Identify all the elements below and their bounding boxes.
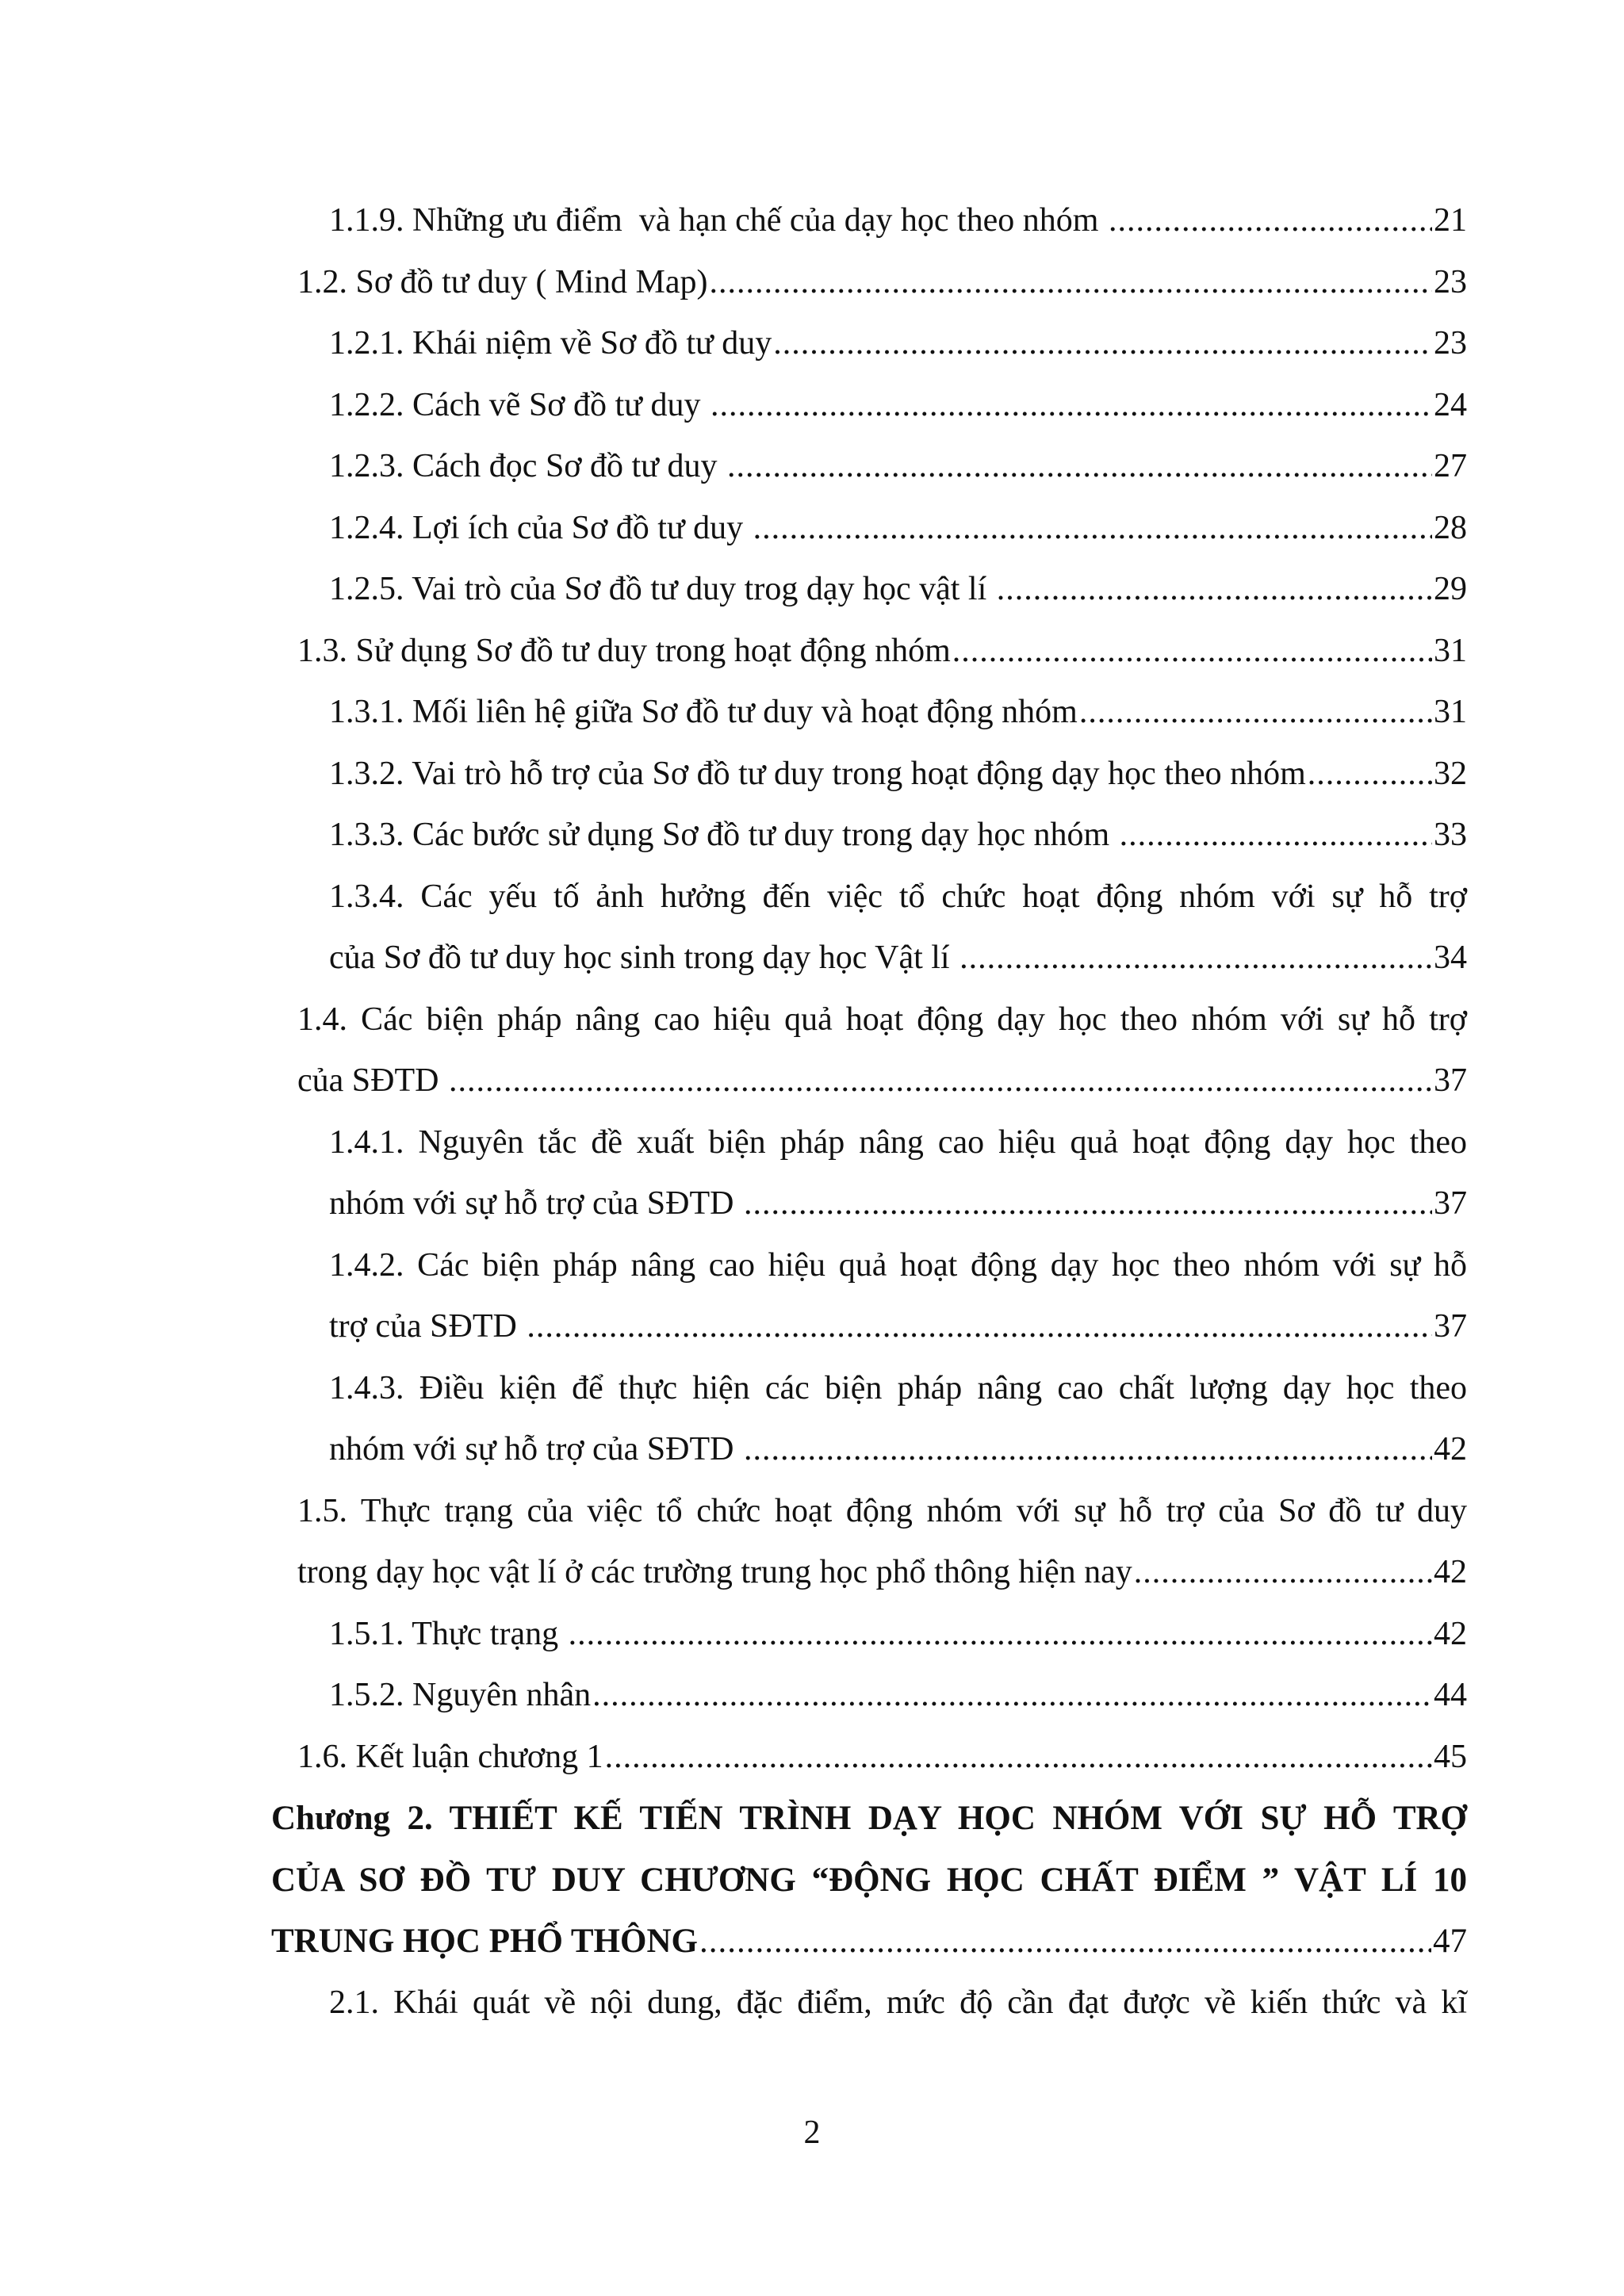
toc-page-number: 37 <box>1434 1062 1467 1099</box>
toc-leader-dots <box>727 436 1432 498</box>
toc-entry-title: nhóm với sự hỗ trợ của SĐTD <box>329 1185 742 1222</box>
toc-entry-first-line[interactable] <box>297 989 1467 1051</box>
toc-page-number: 28 <box>1434 509 1467 546</box>
toc-entry[interactable] <box>297 1050 1467 1112</box>
toc-page-number: 47 <box>1433 1923 1467 1960</box>
toc-entry-title: của SĐTD <box>297 1062 447 1099</box>
toc-page-number: 45 <box>1434 1738 1467 1775</box>
toc-leader-dots <box>709 252 1432 314</box>
table-of-contents <box>271 190 1467 2034</box>
toc-leader-dots <box>1134 1542 1432 1604</box>
toc-entry-first-line[interactable] <box>297 1112 1467 1174</box>
toc-entry[interactable] <box>297 252 1467 314</box>
toc-chapter-second-line[interactable] <box>271 1850 1467 1911</box>
toc-leader-dots <box>997 559 1432 621</box>
toc-chapter-first-line[interactable] <box>271 1788 1467 1850</box>
toc-page-number: 29 <box>1434 571 1467 607</box>
toc-entry-title: trợ của SĐTD <box>329 1308 526 1345</box>
toc-entry-title: 1.2.4. Lợi ích của Sơ đồ tư duy <box>329 509 752 546</box>
toc-page-number: 44 <box>1434 1677 1467 1713</box>
toc-entry[interactable] <box>297 1665 1467 1727</box>
toc-entry-title: 1.2. Sơ đồ tư duy ( Mind Map) <box>297 263 708 300</box>
toc-page-number: 27 <box>1434 448 1467 484</box>
toc-leader-dots <box>710 375 1432 437</box>
toc-entry-first-line[interactable] <box>297 1481 1467 1543</box>
toc-page-number: 37 <box>1434 1308 1467 1345</box>
toc-chapter-entry[interactable] <box>271 1911 1467 1973</box>
toc-entry-title: 1.2.2. Cách vẽ Sơ đồ tư duy <box>329 386 709 423</box>
toc-entry-title: nhóm với sự hỗ trợ của SĐTD <box>329 1431 742 1468</box>
toc-leader-dots <box>753 498 1432 560</box>
toc-entry-title: 1.1.9. Những ưu điểm và hạn chế của dạy học theo nhóm <box>329 202 1107 239</box>
toc-entry[interactable] <box>297 190 1467 252</box>
toc-entry-title: 1.2.5. Vai trò của Sơ đồ tư duy trog dạy học vật lí <box>329 571 995 607</box>
toc-entry-title: trong dạy học vật lí ở các trường trung học phổ thông hiện nay <box>297 1554 1132 1590</box>
page-number: 2 <box>803 2114 821 2151</box>
toc-entry[interactable] <box>297 375 1467 437</box>
toc-chapter-title: TRUNG HỌC PHỔ THÔNG <box>271 1923 698 1960</box>
toc-leader-dots <box>952 621 1432 683</box>
toc-page-number: 33 <box>1434 817 1467 853</box>
toc-page-number: 21 <box>1434 202 1467 239</box>
toc-entry[interactable] <box>297 928 1467 989</box>
toc-entry-title-line: 1.4. Các biện pháp nâng cao hiệu quả hoạt động dạy học theo nhóm với sự hỗ trợ <box>297 1001 1467 1038</box>
toc-leader-dots <box>527 1296 1432 1358</box>
toc-leader-dots <box>592 1665 1432 1727</box>
toc-leader-dots <box>1079 682 1432 744</box>
toc-entry-title-line: 1.4.3. Điều kiện để thực hiện các biện pháp nâng cao chất lượng dạy học theo <box>329 1369 1467 1406</box>
toc-entry[interactable] <box>297 744 1467 806</box>
toc-entry-title: 1.3.2. Vai trò hỗ trợ của Sơ đồ tư duy trong hoạt động dạy học theo nhóm <box>329 755 1306 792</box>
toc-page-number: 23 <box>1434 263 1467 300</box>
toc-entry-title: 1.3.3. Các bước sử dụng Sơ đồ tư duy trong dạy học nhóm <box>329 817 1118 853</box>
toc-leader-dots <box>959 928 1432 989</box>
toc-entry[interactable] <box>297 805 1467 867</box>
toc-page-number: 37 <box>1434 1185 1467 1222</box>
toc-leader-dots <box>744 1173 1432 1235</box>
toc-entry-title-line: 1.4.2. Các biện pháp nâng cao hiệu quả hoạt động dạy học theo nhóm với sự hỗ <box>329 1246 1467 1284</box>
toc-entry[interactable] <box>297 682 1467 744</box>
toc-leader-dots <box>744 1419 1432 1481</box>
toc-page-number: 31 <box>1434 694 1467 730</box>
toc-entry-first-line[interactable] <box>297 1358 1467 1420</box>
toc-entry[interactable] <box>297 559 1467 621</box>
toc-page-number: 34 <box>1434 939 1467 976</box>
toc-leader-dots <box>699 1911 1431 1973</box>
toc-entry[interactable] <box>297 436 1467 498</box>
toc-entry-title-line: 2.1. Khái quát về nội dung, đặc điểm, mức độ cần đạt được về kiến thức và kĩ <box>329 1984 1467 2021</box>
toc-entry[interactable] <box>297 498 1467 560</box>
toc-page-number: 32 <box>1434 755 1467 792</box>
toc-entry-first-line[interactable] <box>297 1973 1467 2034</box>
toc-entry[interactable] <box>297 313 1467 375</box>
toc-entry-title-line: 1.4.1. Nguyên tắc đề xuất biện pháp nâng cao hiệu quả hoạt động dạy học theo <box>329 1123 1467 1161</box>
toc-leader-dots <box>1120 805 1432 867</box>
toc-entry-title: 1.5.1. Thực trạng <box>329 1615 567 1652</box>
toc-entry-first-line[interactable] <box>297 867 1467 928</box>
toc-entry-title: 1.3. Sử dụng Sơ đồ tư duy trong hoạt động nhóm <box>297 632 951 669</box>
toc-page-number: 23 <box>1434 325 1467 362</box>
toc-leader-dots <box>449 1050 1432 1112</box>
toc-chapter-title-line: Chương 2. THIẾT KẾ TIẾN TRÌNH DẠY HỌC NHÓM VỚI SỰ HỖ TRỢ <box>271 1800 1467 1837</box>
toc-entry[interactable] <box>297 1419 1467 1481</box>
toc-entry[interactable] <box>297 1604 1467 1666</box>
toc-entry-title-line: 1.3.4. Các yếu tố ảnh hưởng đến việc tổ chức hoạt động nhóm với sự hỗ trợ <box>329 878 1467 915</box>
toc-entry-first-line[interactable] <box>297 1235 1467 1297</box>
toc-chapter-title-line: CỦA SƠ ĐỒ TƯ DUY CHƯƠNG “ĐỘNG HỌC CHẤT ĐIỂM ” VẬT LÍ 10 <box>271 1861 1467 1899</box>
toc-leader-dots <box>773 313 1432 375</box>
toc-entry[interactable] <box>297 1727 1467 1789</box>
toc-entry[interactable] <box>297 621 1467 683</box>
toc-entry-title: 1.5.2. Nguyên nhân <box>329 1677 592 1713</box>
toc-entry-title: của Sơ đồ tư duy học sinh trong dạy học Vật lí <box>329 939 959 976</box>
toc-leader-dots <box>569 1604 1432 1666</box>
toc-entry[interactable] <box>297 1173 1467 1235</box>
toc-entry[interactable] <box>297 1296 1467 1358</box>
toc-page-number: 42 <box>1434 1431 1467 1468</box>
toc-entry-title: 1.3.1. Mối liên hệ giữa Sơ đồ tư duy và hoạt động nhóm <box>329 694 1078 730</box>
toc-leader-dots <box>1109 190 1432 252</box>
toc-page-number: 42 <box>1434 1615 1467 1652</box>
toc-entry-title-line: 1.5. Thực trạng của việc tổ chức hoạt động nhóm với sự hỗ trợ của Sơ đồ tư duy <box>297 1492 1467 1529</box>
toc-entry-title: 1.2.1. Khái niệm về Sơ đồ tư duy <box>329 325 772 362</box>
toc-leader-dots <box>605 1727 1432 1789</box>
toc-page-number: 42 <box>1434 1554 1467 1590</box>
toc-page-number: 31 <box>1434 632 1467 669</box>
toc-entry-title: 1.6. Kết luận chương 1 <box>297 1738 603 1775</box>
toc-entry-title: 1.2.3. Cách đọc Sơ đồ tư duy <box>329 448 726 484</box>
toc-leader-dots <box>1308 744 1432 806</box>
toc-page-number: 24 <box>1434 386 1467 423</box>
toc-entry[interactable] <box>297 1542 1467 1604</box>
